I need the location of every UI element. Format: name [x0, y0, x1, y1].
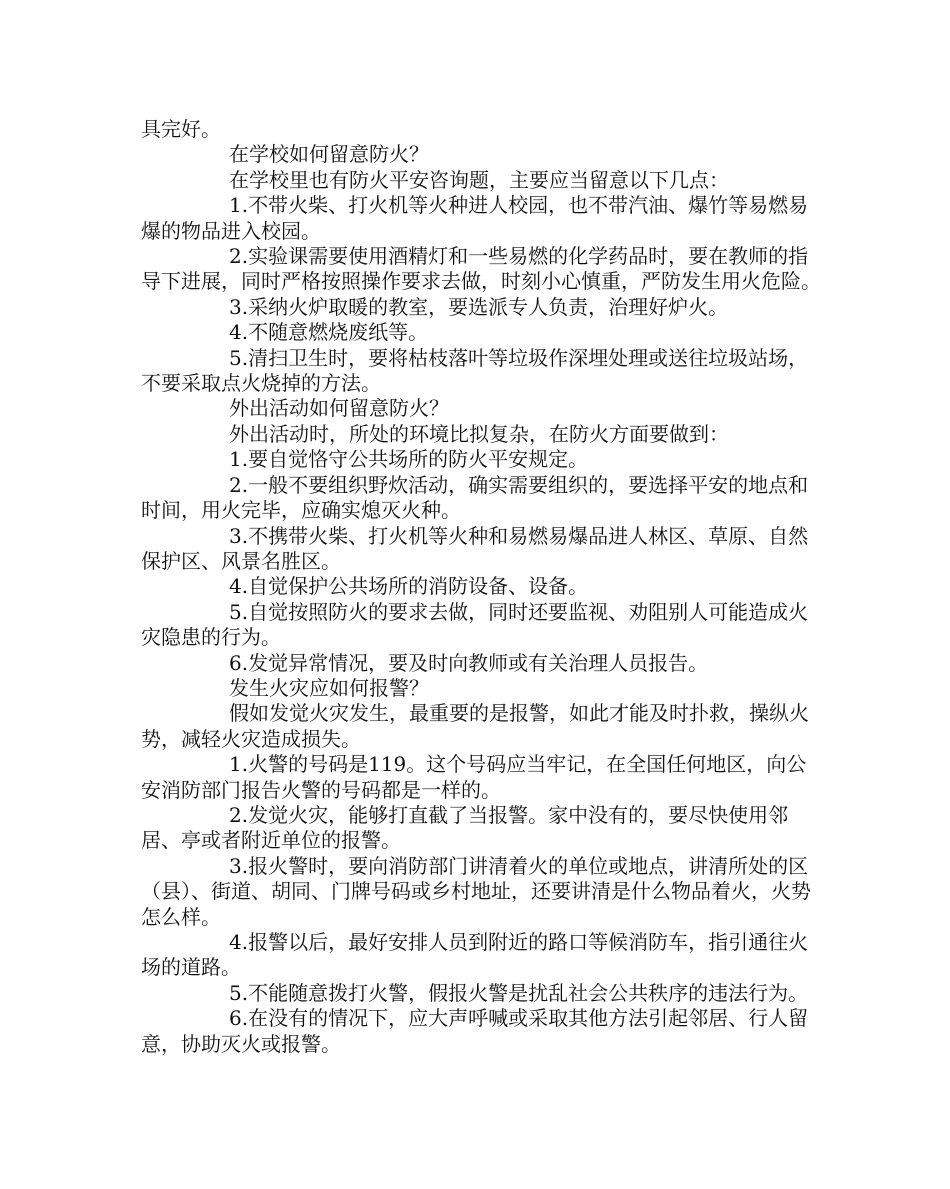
outdoor-item-3: 3.不携带火柴、打火机等火种和易燃易爆品进人林区、草原、自然保护区、风景名胜区。 [141, 523, 809, 573]
reporting-item-5: 5.不能随意拨打火警，假报火警是扰乱社会公共秩序的违法行为。 [229, 980, 809, 1005]
school-item-1: 1.不带火柴、打火机等火种进人校园，也不带汽油、爆竹等易燃易爆的物品进入校园。 [141, 193, 809, 243]
outdoor-item-5: 5.自觉按照防火的要求去做，同时还要监视、劝阻别人可能造成火灾隐患的行为。 [141, 599, 809, 650]
heading-school-fire-safety: 在学校如何留意防火？ [229, 142, 429, 167]
school-item-5: 5.清扫卫生时，要将枯枝落叶等垃圾作深埋处理或送往垃圾站场，不要采取点火烧掉的方法。 [141, 345, 809, 396]
outdoor-item-4: 4.自觉保护公共场所的消防设备、设备。 [229, 574, 589, 599]
school-item-2: 2.实验课需要使用酒精灯和一些易燃的化学药品时，要在教师的指导下进展，同时严格按照操作要求去做，时刻小心慎重，严防发生用火危险。 [141, 244, 821, 294]
outdoor-item-2: 2.一般不要组织野炊活动，确实需要组织的，要选择平安的地点和时间，用火完毕，应确实熄灭火种。 [141, 472, 809, 523]
reporting-item-6: 6.在没有的情况下，应大声呼喊或采取其他方法引起邻居、行人留意，协助灭火或报警。 [141, 1006, 809, 1056]
outdoor-item-1: 1.要自觉恪守公共场所的防火平安规定。 [229, 447, 589, 472]
paragraph-reporting-intro: 假如发觉火灾发生，最重要的是报警，如此才能及时扑救，操纵火势，减轻火灾造成损失。 [141, 701, 809, 751]
reporting-item-3: 3.报火警时，要向消防部门讲清着火的单位或地点，讲清所处的区（县）、街道、胡同、门牌号码或乡村地址，还要讲清是什么物品着火，火势怎么样。 [141, 853, 811, 929]
heading-outdoor-fire-safety: 外出活动如何留意防火？ [229, 396, 449, 421]
paragraph-school-intro: 在学校里也有防火平安咨询题，主要应当留意以下几点： [229, 167, 729, 192]
heading-fire-reporting: 发生火灾应如何报警？ [229, 675, 429, 700]
school-item-4: 4.不随意燃烧废纸等。 [229, 320, 429, 345]
paragraph-outdoor-intro: 外出活动时，所处的环境比拟复杂，在防火方面要做到： [229, 421, 729, 446]
reporting-item-4: 4.报警以后，最好安排人员到附近的路口等候消防车，指引通往火场的道路。 [141, 930, 809, 980]
outdoor-item-6: 6.发觉异常情况，要及时向教师或有关治理人员报告。 [229, 650, 709, 675]
document-page [141, 117, 821, 1057]
paragraph-continuation: 具完好。 [141, 117, 221, 141]
reporting-item-1: 1.火警的号码是119。这个号码应当牢记，在全国任何地区，向公安消防部门报告火警的号码都是一样的。 [141, 752, 807, 802]
reporting-item-2: 2.发觉火灾，能够打直截了当报警。家中没有的，要尽快使用邻居、亭或者附近单位的报警。 [141, 802, 789, 853]
school-item-3: 3.采纳火炉取暖的教室，要选派专人负责，治理好炉火。 [229, 294, 729, 319]
